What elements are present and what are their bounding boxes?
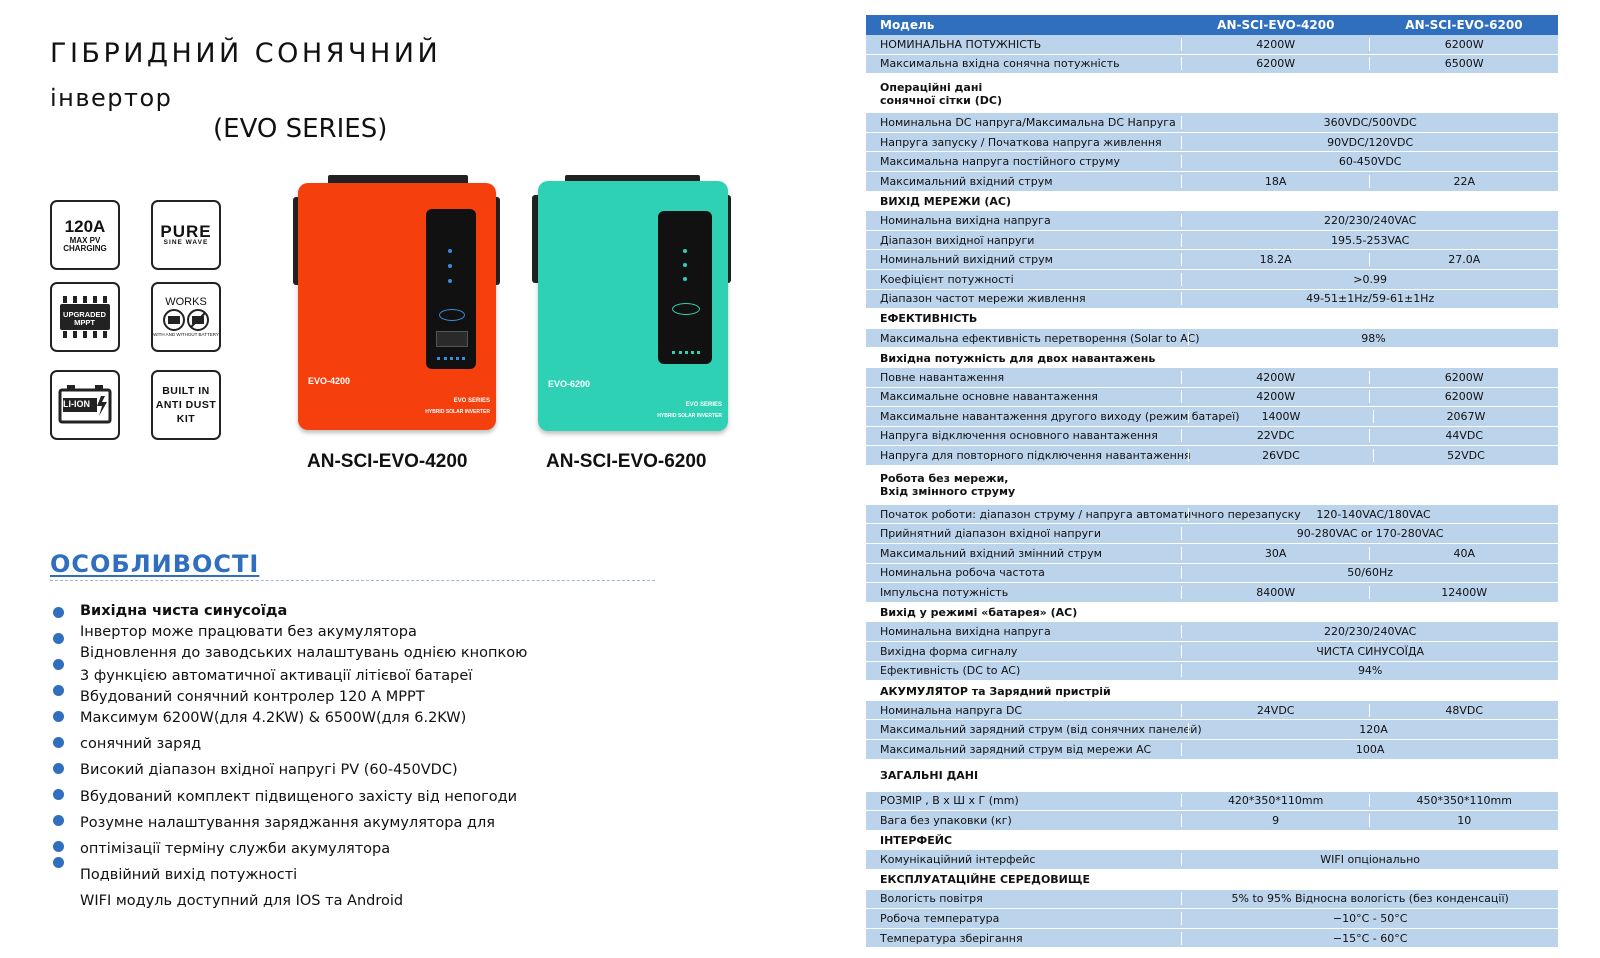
features-divider (50, 580, 655, 581)
badge-dust-l2: ANTI DUST (155, 398, 217, 411)
spec-label: Комунікаційний інтерфейс (880, 853, 1036, 867)
badge-works-top: WORKS (165, 295, 207, 308)
spec-row (866, 407, 1558, 427)
spec-row (866, 172, 1558, 192)
spec-section-heading: Вихідна потужність для двох навантажень (866, 348, 1558, 368)
badge-li-ion-text: LI-ION (63, 399, 90, 409)
spec-label: Імпульсна потужність (880, 586, 1009, 600)
product-model-evo-6200: AN-SCI-EVO-6200 (546, 451, 707, 472)
spec-header-model: Модель (880, 18, 935, 32)
spec-label: Номинальна DC напруга/Максимальна DC Напруга (880, 115, 1176, 129)
spec-label: Номинальна вихідна напруга (880, 213, 1051, 227)
spec-row (866, 211, 1558, 231)
spec-row (866, 792, 1558, 812)
page-subtitle: інвертор (50, 84, 173, 112)
feature-line: оптімізації терміну служби акумулятора (80, 841, 391, 857)
spec-section-heading: Вихід у режимі «батарея» (AC) (866, 603, 1558, 623)
spec-label: Номинальна вихідна напруга (880, 625, 1051, 639)
spec-label: Температура зберігання (880, 931, 1023, 945)
spec-row (866, 622, 1558, 642)
spec-row (866, 113, 1558, 133)
spec-label: Максимальний зарядний струм (від сонячних панелей) (880, 723, 1202, 737)
spec-value-4200: 8400W (1181, 586, 1370, 599)
bullet-dot (53, 685, 64, 696)
spec-label: Початок роботи: діапазон струму / напруга автоматичного перезапуску (880, 507, 1301, 521)
spec-value-6200: 6200W (1369, 371, 1558, 384)
feature-line: Подвійний вихід потужності (80, 867, 298, 883)
spec-label: Діапазон вихідної напруги (880, 233, 1035, 247)
spec-label: Напруга запуску / Початкова напруга живлення (880, 135, 1162, 149)
lcd-panel (658, 211, 712, 364)
spec-value-4200: 4200W (1181, 38, 1370, 51)
spec-label: Максимальний вхідний струм (880, 174, 1053, 188)
badge-120a-value: 120A (64, 216, 106, 236)
bullet-dot (53, 815, 64, 826)
spec-value-6200: 6200W (1369, 38, 1558, 51)
spec-label: НОМИНАЛЬНА ПОТУЖНІСТЬ (880, 37, 1042, 51)
spec-label: Ефективність (DC to AC) (880, 664, 1021, 678)
bullet-dot (53, 789, 64, 800)
spec-label: Максимальна ефективність перетворення (Solar to AC) (880, 331, 1200, 345)
spec-label: Максимальна напруга постійного струму (880, 155, 1120, 169)
spec-label: Напруга для повторного підключення навантаження (880, 449, 1191, 463)
indicator-led (448, 264, 452, 268)
spec-label: Прийнятний діапазон вхідної напруги (880, 527, 1102, 541)
spec-value-4200: 26VDC (1188, 449, 1373, 462)
spec-row (866, 329, 1558, 349)
spec-row (866, 35, 1558, 55)
spec-section-heading: ЕФЕКТИВНІСТЬ (866, 309, 1558, 329)
spec-row (866, 524, 1558, 544)
spec-value: 90VDC/120VDC (1181, 136, 1558, 149)
spec-label: Номинальний вихідний струм (880, 253, 1053, 267)
spec-label: Максимальне навантаження другого виходу (режим батареї) (880, 409, 1240, 423)
bullet-dot (53, 711, 64, 722)
badge-dust-l1: BUILT IN (162, 384, 210, 397)
badge-li-ion (50, 370, 120, 440)
control-buttons (437, 357, 465, 363)
spec-label: Повне навантаження (880, 370, 1005, 384)
evo-logo-icon (439, 309, 465, 321)
device-face-label: EVO-4200 (308, 376, 351, 386)
spec-value: 49-51±1Hz/59-61±1Hz (1181, 292, 1558, 305)
spec-value-4200: 18A (1181, 175, 1370, 188)
bullet-dot (53, 857, 64, 868)
spec-section-heading: ЕКСПЛУАТАЦІЙНЕ СЕРЕДОВИЩЕ (866, 870, 1558, 890)
spec-row (866, 929, 1558, 949)
spec-row (866, 446, 1558, 466)
spec-value: 360VDC/500VDC (1181, 116, 1558, 129)
spec-row (866, 642, 1558, 662)
spec-body (866, 35, 1558, 948)
spec-row (866, 850, 1558, 870)
feature-line: Відновлення до заводських налаштувань однією кнопкою (80, 645, 528, 661)
feature-line: 3 функцією автоматичної активації літієвої батареї (80, 668, 473, 684)
spec-value-4200: 30A (1181, 547, 1370, 560)
spec-row (866, 701, 1558, 721)
lcd-screen (436, 331, 468, 347)
spec-label: Максимальна вхідна сонячна потужність (880, 57, 1120, 71)
spec-value: −15°C - 60°C (1181, 932, 1558, 945)
badge-pure-word: PURE (160, 222, 212, 242)
spec-value-6200: 52VDC (1373, 449, 1558, 462)
spec-row (866, 740, 1558, 760)
badge-pure-sine (151, 200, 221, 270)
device-body (538, 181, 728, 431)
spec-value: 195.5-253VAC (1181, 234, 1558, 247)
badge-dust-l3: KIT (176, 413, 196, 426)
feature-line: Вбудований сонячний контролер 120 A MPPT (80, 689, 425, 705)
spec-value-4200: 9 (1181, 814, 1370, 827)
spec-row (866, 505, 1558, 525)
bullet-dot (53, 737, 64, 748)
spec-label: Номинальна робоча частота (880, 566, 1045, 580)
spec-header-col2: AN-SCI-EVO-6200 (1405, 18, 1523, 32)
spec-value-6200: 2067W (1373, 410, 1558, 423)
spec-row (866, 662, 1558, 682)
feature-line: Максимум 6200W(для 4.2KW) & 6500W(для 6.2KW) (80, 710, 467, 726)
spec-value: 220/230/240VAC (1181, 625, 1558, 638)
spec-value-4200: 6200W (1181, 57, 1370, 70)
spec-header-col1: AN-SCI-EVO-4200 (1217, 18, 1335, 32)
spec-value-6200: 44VDC (1369, 429, 1558, 442)
badge-mppt (50, 282, 120, 352)
spec-value-6200: 12400W (1369, 586, 1558, 599)
spec-label: Номинальна напруга DC (880, 703, 1023, 717)
indicator-led (683, 277, 687, 281)
spec-value: 60-450VDC (1181, 155, 1558, 168)
feature-line: Розумне налаштування заряджання акумулятора для (80, 815, 495, 831)
spec-section-heading: Операційні дані сонячної сітки (DC) (866, 74, 1558, 113)
page-title: ГІБРИДНИЙ СОНЯЧНИЙ (50, 38, 442, 69)
spec-row (866, 270, 1558, 290)
evo-logo-icon (672, 303, 700, 315)
bullet-dot (53, 841, 64, 852)
badge-pure-sub: SINE WAVE (163, 239, 209, 247)
spec-row (866, 55, 1558, 75)
indicator-led (683, 249, 687, 253)
spec-row (866, 890, 1558, 910)
spec-label: Максимальний зарядний струм від мережи AC (880, 742, 1152, 756)
spec-value-6200: 10 (1369, 814, 1558, 827)
spec-section-heading: ЗАГАЛЬНІ ДАНІ (866, 760, 1558, 792)
feature-line: Високий діапазон вхідної напругі PV (60-450VDC) (80, 762, 458, 778)
spec-value-6200: 27.0A (1369, 253, 1558, 266)
spec-label: Вихідна форма сигналу (880, 644, 1018, 658)
bullet-dot (53, 633, 64, 644)
spec-value-4200: 420*350*110mm (1181, 794, 1370, 807)
feature-line: WIFI модуль доступний для IOS та Android (80, 893, 404, 909)
spec-value-4200: 4200W (1181, 371, 1370, 384)
feature-line: Вихідна чиста синусоїда (80, 603, 288, 619)
bullet-dot (53, 659, 64, 670)
spec-value: ЧИСТА СИНУСОЇДА (1181, 645, 1558, 658)
spec-label: РОЗМІР , В x Ш x Г (mm) (880, 794, 1019, 808)
product-image-evo-6200 (530, 173, 735, 435)
spec-label: Максимальний вхідний змінний струм (880, 546, 1102, 560)
indicator-led (448, 279, 452, 283)
spec-value: −10°C - 50°C (1181, 912, 1558, 925)
spec-row (866, 583, 1558, 603)
badge-works-bottom: WITH AND WITHOUT BATTERY (153, 331, 219, 337)
spec-value: 94% (1181, 664, 1558, 677)
indicator-led (448, 249, 452, 253)
spec-label: Робоча температура (880, 911, 1000, 925)
feature-line: Інвертор може працювати без акумулятора (80, 624, 417, 640)
spec-value: 98% (1188, 332, 1558, 345)
spec-table (866, 15, 1558, 948)
device-subtitle-label: HYBRID SOLAR INVERTER (425, 409, 490, 415)
badge-120a-line2: CHARGING (63, 243, 107, 253)
spec-value-6200: 450*350*110mm (1369, 794, 1558, 807)
spec-label: Діапазон частот мережи живлення (880, 292, 1086, 306)
spec-value: 50/60Hz (1181, 566, 1558, 579)
spec-row (866, 290, 1558, 310)
bullet-dot (53, 607, 64, 618)
spec-row (866, 720, 1558, 740)
feature-line: сонячний заряд (80, 736, 202, 752)
spec-value: WIFI опціонально (1181, 853, 1558, 866)
lcd-panel (426, 209, 476, 369)
spec-value-4200: 1400W (1188, 410, 1373, 423)
spec-value-4200: 4200W (1181, 390, 1370, 403)
spec-value-6200: 6200W (1369, 390, 1558, 403)
bullet-dot (53, 763, 64, 774)
spec-row (866, 388, 1558, 408)
battery-crossed-icon (161, 308, 211, 332)
badge-works-battery (151, 282, 221, 352)
spec-section-heading: АКУМУЛЯТОР та Зарядний пристрій (866, 681, 1558, 701)
spec-label: Вологість повітря (880, 892, 983, 906)
spec-row (866, 368, 1558, 388)
spec-row (866, 427, 1558, 447)
spec-label: Вага без упаковки (кг) (880, 813, 1012, 827)
series-title: (EVO SERIES) (213, 114, 388, 144)
spec-row (866, 250, 1558, 270)
spec-value-4200: 22VDC (1181, 429, 1370, 442)
device-series-label: EVO SERIES (685, 402, 722, 408)
spec-value-6200: 22A (1369, 175, 1558, 188)
spec-value: 120-140VAC/180VAC (1188, 508, 1558, 521)
product-image-evo-4200 (290, 175, 505, 435)
badge-mppt-text: UPGRADED MPPT (63, 310, 106, 327)
product-model-evo-4200: AN-SCI-EVO-4200 (307, 451, 468, 472)
spec-row (866, 811, 1558, 831)
badge-120a-charging (50, 200, 120, 270)
spec-header-row (866, 15, 1558, 35)
features-title: ОСОБЛИВОСТІ (50, 550, 260, 578)
spec-row (866, 544, 1558, 564)
spec-label: Максимальне основне навантаження (880, 390, 1098, 404)
spec-value: 5% to 95% Відносна вологість (без конденсації) (1181, 892, 1558, 905)
spec-value: >0.99 (1181, 273, 1558, 286)
spec-value-6200: 40A (1369, 547, 1558, 560)
spec-value-6200: 6500W (1369, 57, 1558, 70)
spec-row (866, 564, 1558, 584)
spec-label: Напруга відключення основного навантаження (880, 429, 1158, 443)
device-face-label: EVO-6200 (548, 379, 591, 389)
spec-row (866, 231, 1558, 251)
spec-value: 220/230/240VAC (1181, 214, 1558, 227)
spec-value-4200: 24VDC (1181, 704, 1370, 717)
spec-section-heading: ІНТЕРФЕЙС (866, 831, 1558, 851)
spec-value: 90-280VAC or 170-280VAC (1181, 527, 1558, 540)
spec-label: Коефіцієнт потужності (880, 272, 1014, 286)
spec-section-heading: ВИХІД МЕРЕЖИ (AC) (866, 192, 1558, 212)
spec-row (866, 909, 1558, 929)
device-subtitle-label: HYBRID SOLAR INVERTER (657, 413, 722, 419)
spec-row (866, 133, 1558, 153)
device-body (298, 183, 496, 430)
badge-120a-line1: MAX PV (69, 235, 101, 245)
spec-value-6200: 48VDC (1369, 704, 1558, 717)
spec-value-4200: 18.2A (1181, 253, 1370, 266)
indicator-led (683, 263, 687, 267)
feature-line: Вбудований комплект підвищеного захісту від непогоди (80, 789, 518, 805)
device-series-label: EVO SERIES (453, 398, 490, 404)
spec-value: 120A (1188, 723, 1558, 736)
spec-value: 100A (1181, 743, 1558, 756)
spec-section-heading: Робота без мережи, Вхід змінного струму (866, 466, 1558, 505)
spec-row (866, 152, 1558, 172)
control-buttons (672, 351, 700, 357)
badge-anti-dust (151, 370, 221, 440)
